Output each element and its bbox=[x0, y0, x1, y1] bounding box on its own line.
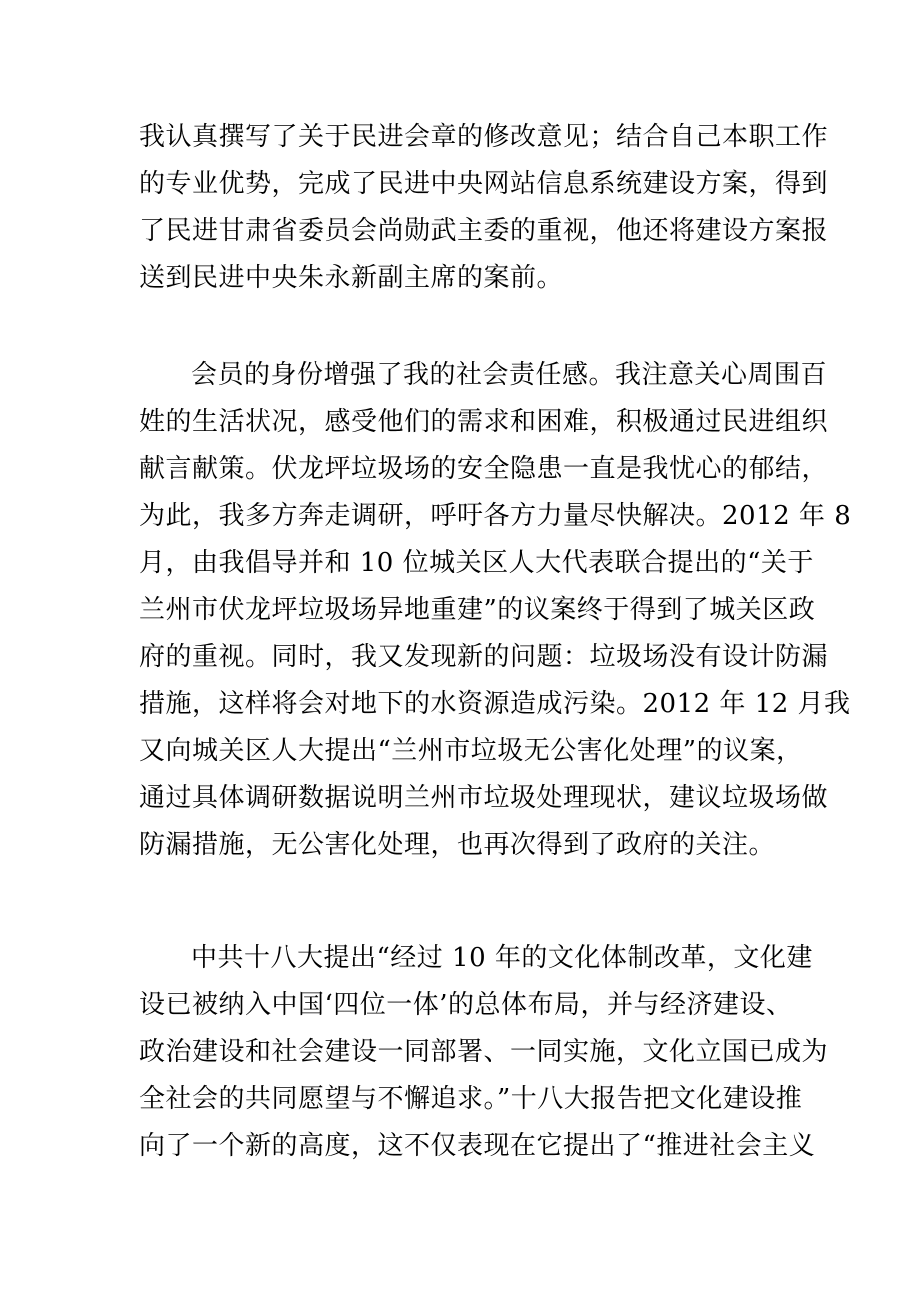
text-line: 兰州市伏龙坪垃圾场异地重建”的议案终于得到了城关区政 bbox=[139, 595, 816, 625]
text-line: 中共十八大提出“经过 10 年的文化体制改革，文化建 bbox=[191, 943, 813, 973]
text-line: 为此，我多方奔走调研，呼吁各方力量尽快解决。2012 年 8 bbox=[139, 501, 852, 531]
paragraph-3 bbox=[139, 935, 829, 1170]
text-line: 我认真撰写了关于民进会章的修改意见；结合自己本职工作 bbox=[139, 122, 829, 152]
text-line: 防漏措施，无公害化处理，也再次得到了政府的关注。 bbox=[139, 830, 776, 860]
text-line: 会员的身份增强了我的社会责任感。我注意关心周围百 bbox=[191, 360, 828, 390]
text-line: 政治建设和社会建设一同部署、一同实施，文化立国已成为 bbox=[139, 1037, 829, 1067]
text-line: 姓的生活状况，感受他们的需求和困难，积极通过民进组织 bbox=[139, 407, 829, 437]
text-line: 措施，这样将会对地下的水资源造成污染。2012 年 12 月我 bbox=[139, 689, 851, 719]
text-line: 月，由我倡导并和 10 位城关区人大代表联合提出的“关于 bbox=[139, 548, 814, 578]
paragraph-1 bbox=[139, 114, 829, 302]
text-line: 设已被纳入中国‘四位一体’的总体布局，并与经济建设、 bbox=[139, 990, 793, 1020]
text-line: 的专业优势，完成了民进中央网站信息系统建设方案，得到 bbox=[139, 169, 829, 199]
text-line: 府的重视。同时，我又发现新的问题：垃圾场没有设计防漏 bbox=[139, 642, 829, 672]
paragraph-2 bbox=[139, 352, 852, 869]
text-line: 又向城关区人大提出“兰州市垃圾无公害化处理”的议案， bbox=[139, 736, 803, 766]
text-line: 送到民进中央朱永新副主席的案前。 bbox=[139, 263, 564, 293]
text-line: 通过具体调研数据说明兰州市垃圾处理现状，建议垃圾场做 bbox=[139, 783, 829, 813]
text-line: 献言献策。伏龙坪垃圾场的安全隐患一直是我忧心的郁结， bbox=[139, 454, 829, 484]
text-line: 全社会的共同愿望与不懈追求。”十八大报告把文化建设推 bbox=[139, 1084, 803, 1114]
text-line: 向了一个新的高度，这不仅表现在它提出了“推进社会主义 bbox=[139, 1131, 816, 1161]
text-line: 了民进甘肃省委员会尚勋武主委的重视，他还将建设方案报 bbox=[139, 216, 829, 246]
